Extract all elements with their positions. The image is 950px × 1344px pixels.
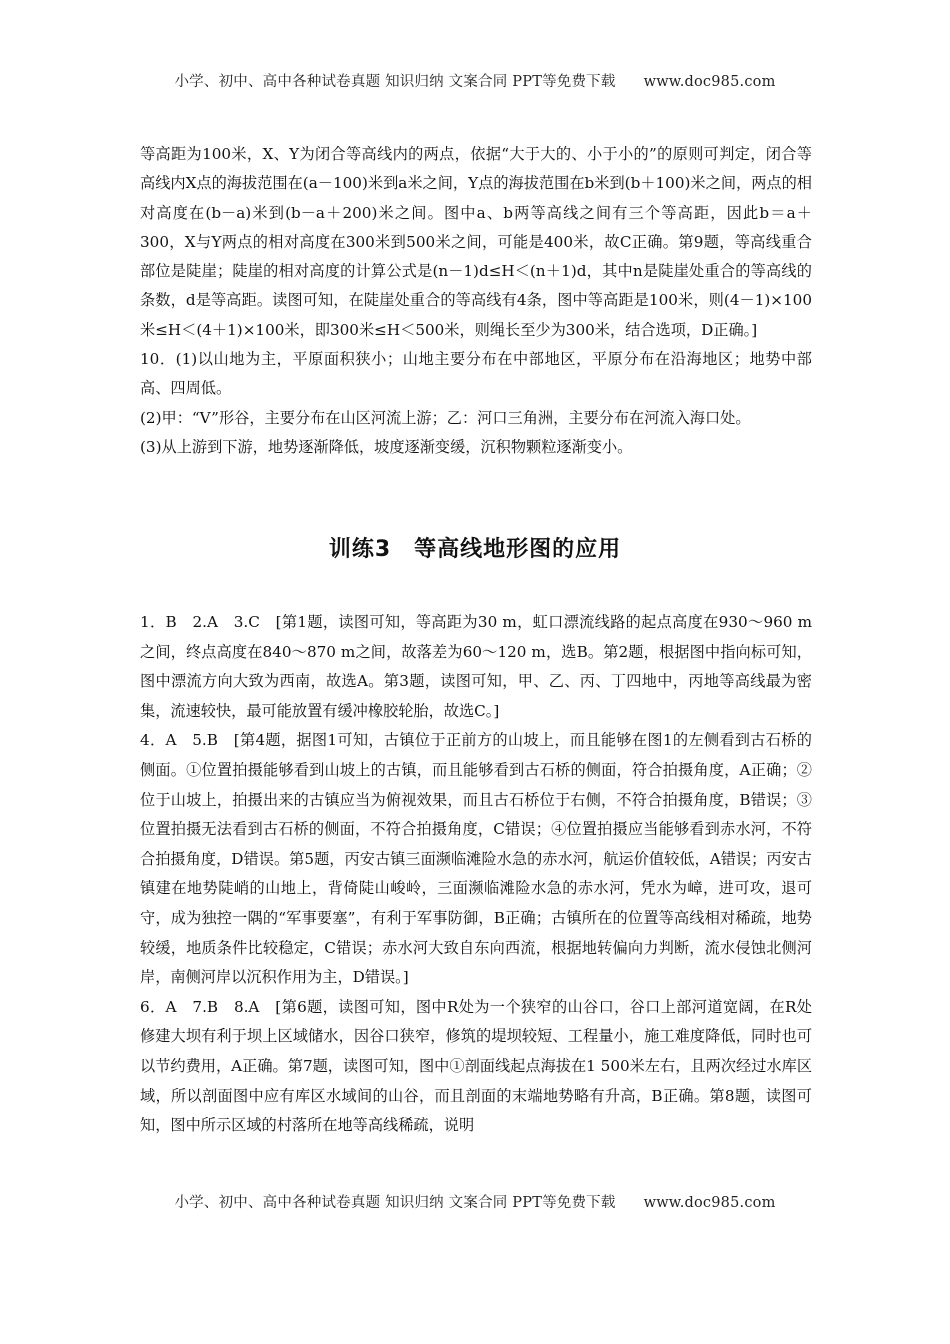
paragraph: 1．B 2.A 3.C [第1题，读图可知，等高距为30 m，虹口漂流线路的起点高度在930～960 m之间，终点高度在840～870 m之间，故落差为60～120 m，选B。第2题，根据图中指向标可知，图中漂流方向大致为西南，故选A。第3题，读图可知，甲、乙、丙、丁四地中，丙地等高线最为密集，流速较快，最可能放置有缓冲橡胶轮胎，故选C。] bbox=[140, 613, 812, 720]
paragraph: 4．A 5.B [第4题，据图1可知，古镇位于正前方的山坡上，而且能够在图1的左侧看到古石桥的侧面。①位置拍摄能够看到山坡上的古镇，而且能够看到古石桥的侧面，符合拍摄角度，A正确；②位于山坡上，拍摄出来的古镇应当为俯视效果，而且古石桥位于右侧，不符合拍摄角度，B错误；③位置拍摄无法看到古石桥的侧面，不符合拍摄角度，C错误；④位置拍摄应当能够看到赤水河，不符合拍摄角度，D错误。第5题，丙安古镇三面濒临滩险水急的赤水河，航运价值较低，A错误；丙安古镇建在地势陡峭的山地上，背倚陡山峻岭，三面濒临滩险水急的赤水河，凭水为嶂，进可攻，退可守，成为独控一隅的“军事要塞”，有利于军事防御，B正确；古镇所在的位置等高线相对稀疏，地势较缓，地质条件比较稳定，C错误；赤水河大致自东向西流，根据地转偏向力判断，流水侵蚀北侧河岸，南侧河岸以沉积作用为主，D错误。] bbox=[140, 731, 812, 987]
footer-text: 小学、初中、高中各种试卷真题 知识归纳 文案合同 PPT等免费下载 bbox=[174, 1195, 616, 1211]
section-title: 训练3 等高线地形图的应用 bbox=[328, 537, 622, 562]
header-text: 小学、初中、高中各种试卷真题 知识归纳 文案合同 PPT等免费下载 bbox=[174, 74, 616, 90]
paragraph: 10．(1)以山地为主，平原面积狭小；山地主要分布在中部地区，平原分布在沿海地区；地势中部高、四周低。 bbox=[140, 350, 812, 398]
header-site-link[interactable]: www.doc985.com bbox=[643, 74, 776, 90]
paragraph: 等高距为100米，X、Y为闭合等高线内的两点，依据“大于大的、小于小的”的原则可判定，闭合等高线内X点的海拔范围在(a－100)米到a米之间，Y点的海拔范围在b米到(b＋100)米之间，两点的相对高度在(b－a)米到(b－a＋200)米之间。图中a、b两等高线之间有三个等高距，因此b＝a＋300，X与Y两点的相对高度在300米到500米之间，可能是400米，故C正确。第9题，等高线重合部位是陡崖；陡崖的相对高度的计算公式是(n－1)d≤H＜(n＋1)d，其中n是陡崖处重合的等高线的条数，d是等高距。读图可知，在陡崖处重合的等高线有4条，图中等高距是100米，则(4－1)×100米≤H＜(4＋1)×100米，即300米≤H＜500米，则绳长至少为300米，结合选项，D正确。] bbox=[140, 145, 812, 339]
page-footer bbox=[0, 1191, 950, 1212]
answer-section-continued bbox=[140, 140, 812, 462]
footer-site-link[interactable]: www.doc985.com bbox=[643, 1195, 776, 1211]
paragraph: (3)从上游到下游，地势逐渐降低，坡度逐渐变缓，沉积物颗粒逐渐变小。 bbox=[140, 437, 633, 456]
paragraph: 6．A 7.B 8.A [第6题，读图可知，图中R处为一个狭窄的山谷口，谷口上部河道宽阔，在R处修建大坝有利于坝上区域储水，因谷口狭窄，修筑的堤坝较短、工程量小，施工难度降低，同时也可以节约费用，A正确。第7题，读图可知，图中①剖面线起点海拔在1 500米左右，且两次经过水库区域，所以剖面图中应有库区水域间的山谷，而且剖面的末端地势略有升高，B正确。第8题，读图可知，图中所示区域的村落所在地等高线稀疏，说明 bbox=[140, 997, 812, 1135]
page-header bbox=[0, 70, 950, 91]
paragraph: (2)甲：“V”形谷，主要分布在山区河流上游；乙：河口三角洲，主要分布在河流入海口处。 bbox=[140, 408, 751, 427]
answer-section bbox=[140, 608, 812, 1141]
